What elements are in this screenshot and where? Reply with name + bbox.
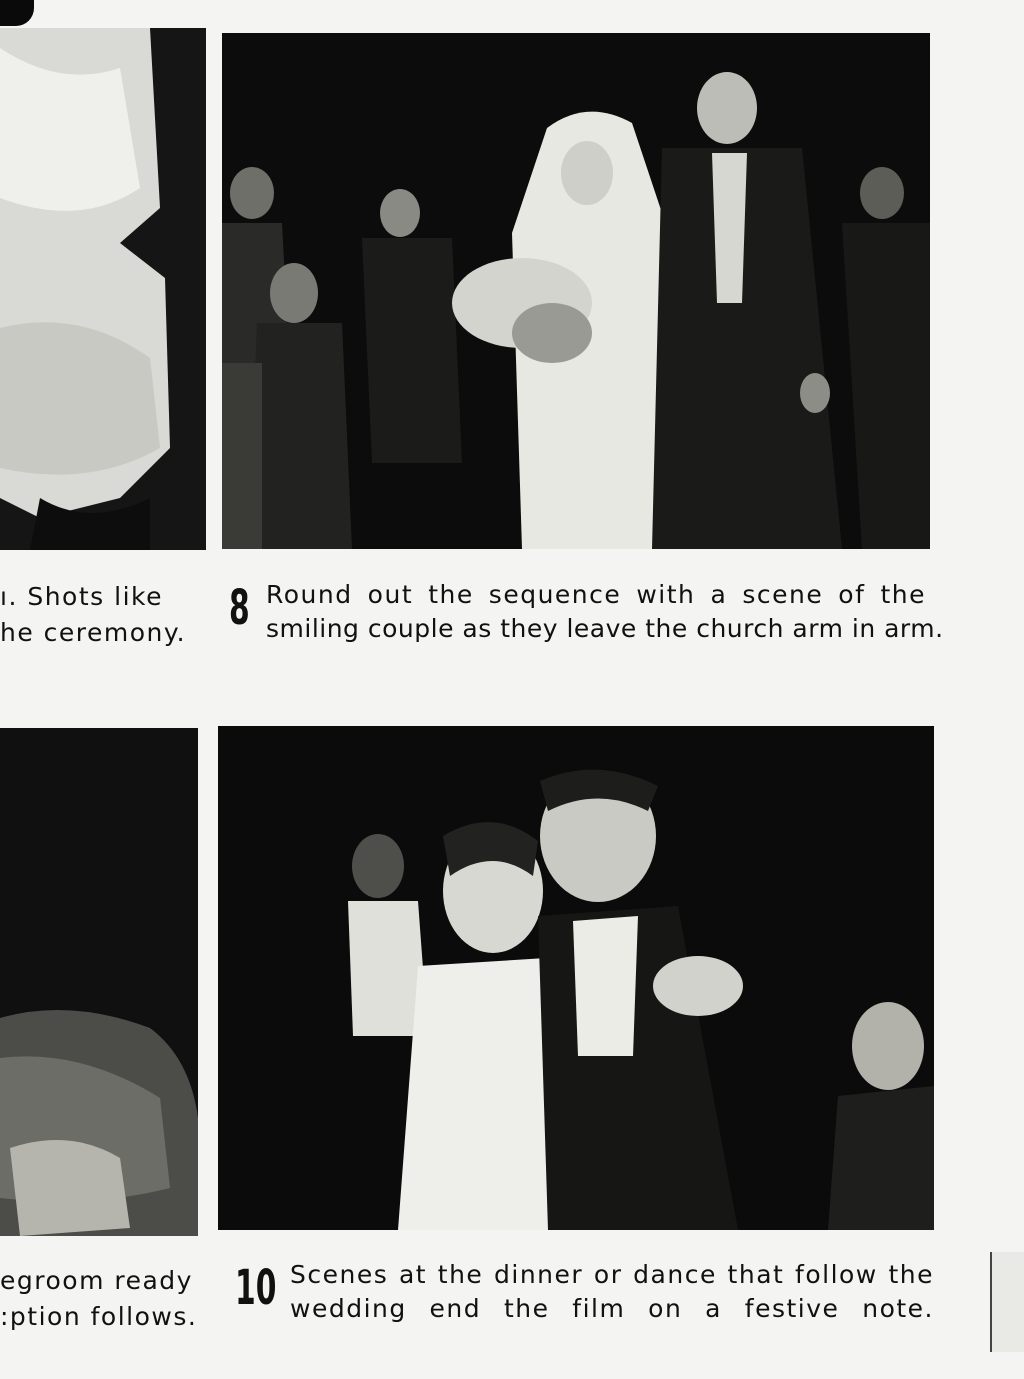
caption-panel-8-line-2: smiling couple as they leave the church arm in arm. [266,614,944,643]
photo-panel-10-image [218,726,934,1230]
photo-left-top-image [0,28,206,550]
caption-panel-10-line-2: wedding end the film on a festive note. [290,1294,934,1323]
corner-mark [0,0,34,26]
photo-left-bottom [0,728,198,1236]
photo-panel-8-image [222,33,930,549]
photo-left-bottom-image [0,728,198,1236]
caption-left-top-line-1: ı. Shots like [0,582,163,611]
photo-left-top [0,28,206,550]
caption-panel-10 [290,1258,934,1326]
caption-panel-10-line-1: Scenes at the dinner or dance that follow the [290,1260,934,1289]
caption-number-8: 8 [229,580,250,636]
caption-panel-8 [266,578,944,646]
caption-left-bottom-line-2: :ption follows. [0,1302,198,1331]
caption-panel-8-line-1: Round out the sequence with a scene of the [266,580,926,609]
photo-panel-10 [218,726,934,1230]
caption-left-bottom-line-1: egroom ready [0,1266,193,1295]
caption-left-top-line-2: he ceremony. [0,618,187,647]
photo-panel-8 [222,33,930,549]
caption-number-10: 10 [235,1260,277,1316]
edge-fragment [990,1252,1024,1352]
